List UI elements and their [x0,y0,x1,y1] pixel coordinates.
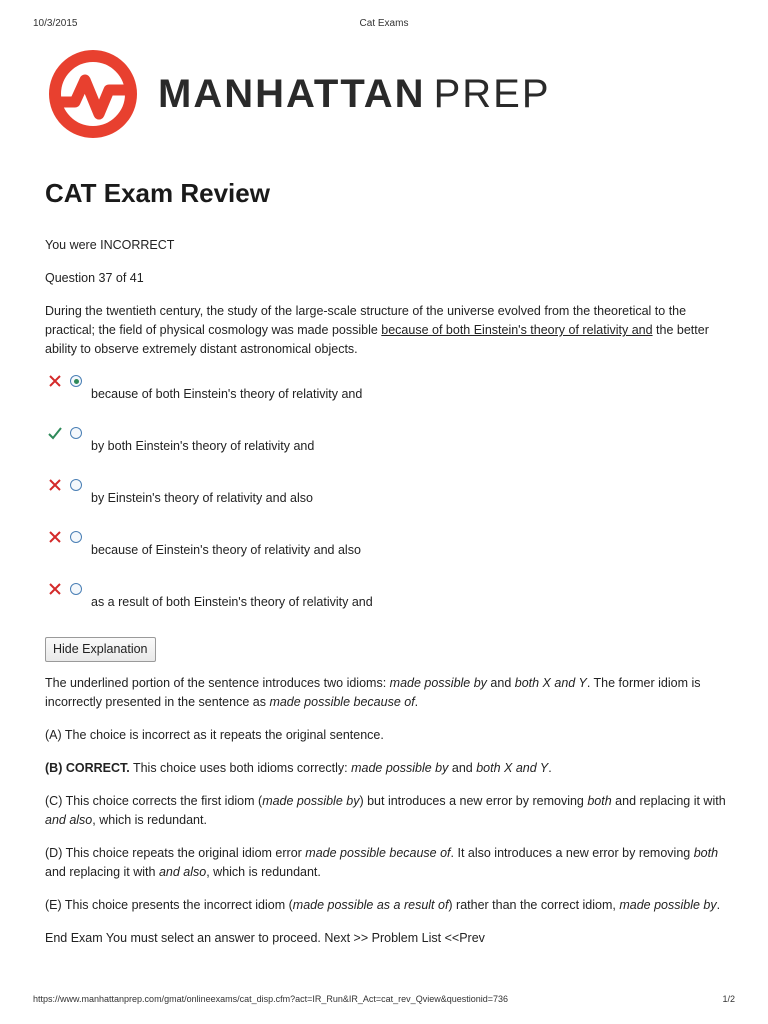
answer-choice-d[interactable] [45,529,735,581]
idiom: both X and Y [514,676,587,690]
explanation-e [45,896,735,915]
idiom: made possible by [619,898,717,912]
text-span: . [548,761,552,775]
text-span: (C) This choice corrects the first idiom ( [45,794,263,808]
answer-choices [45,373,735,633]
question-text [45,302,735,359]
idiom: made possible by [262,794,360,808]
print-date: 10/3/2015 [33,18,78,29]
page-number: 1/2 [722,994,735,1004]
page-url: https://www.manhattanprep.com/gmat/onlineexams/cat_disp.cfm?act=IR_Run&IR_Act=cat_rev_Qview&questionid=736 [33,994,509,1004]
text-span: . The former idiom is incorrectly presented in the sentence as [45,676,701,709]
answer-radio-b[interactable] [70,427,82,439]
question-after: the better ability to observe extremely distant astronomical objects. [45,323,709,356]
idiom: made possible as a result of [292,898,449,912]
logo-mark-icon [45,44,145,144]
brand-bold: MANHATTAN [158,72,426,116]
text-span: (D) This choice repeats the original idiom error [45,846,306,860]
x-icon [47,477,63,493]
explanation-c [45,792,735,830]
explanation-a: (A) The choice is incorrect as it repeats the original sentence. [45,728,384,742]
explanation-d [45,844,735,882]
answer-text-d: because of Einstein's theory of relativity and also [91,543,361,557]
answer-text-e: as a result of both Einstein's theory of relativity and [91,595,373,609]
idiom: made possible by [351,761,449,775]
idiom: made possible because of [269,695,415,709]
text-span: , which is redundant. [92,813,207,827]
answer-text-a: because of both Einstein's theory of relativity and [91,387,363,401]
x-icon [47,373,63,389]
text-span: . [716,898,721,912]
idiom: made possible by [389,676,487,690]
check-icon [47,425,63,441]
text-span: . It also introduces a new error by removing [450,846,694,860]
question-number: Question 37 of 41 [45,271,144,285]
text-span: ) but introduces a new error by removing [359,794,588,808]
next-link[interactable]: Next >> [324,931,369,945]
hide-explanation-button[interactable]: Hide Explanation [45,637,156,662]
answer-text-c: by Einstein's theory of relativity and also [91,491,313,505]
text-span: ) rather than the correct idiom, [448,898,620,912]
problem-list-link[interactable]: Problem List [371,931,442,945]
prev-link[interactable]: <<Prev [444,931,485,945]
text-span: , which is redundant. [206,865,321,879]
explanation-intro [45,674,735,712]
manhattan-prep-logo[interactable] [45,44,605,144]
print-title: Cat Exams [359,18,409,29]
brand-name [158,72,551,117]
answer-radio-a[interactable] [70,375,82,387]
review-content [45,236,735,962]
x-icon [47,529,63,545]
answer-choice-a[interactable] [45,373,735,425]
text-span: and replacing it with [45,865,159,879]
text-span: . [414,695,419,709]
text-span: This choice uses both idioms correctly: [129,761,352,775]
x-icon [47,581,63,597]
explanation-b [45,759,735,778]
page-title: CAT Exam Review [45,178,270,208]
text-span: The underlined portion of the sentence introduces two idioms: [45,676,390,690]
answer-text-b: by both Einstein's theory of relativity and [91,439,315,453]
answer-radio-d[interactable] [70,531,82,543]
bottom-nav [45,929,735,948]
proceed-message: You must select an answer to proceed. [105,931,321,945]
idiom: made possible because of [305,846,451,860]
end-exam-link[interactable]: End Exam [45,931,103,945]
correct-label: (B) CORRECT. [45,761,130,775]
question-before: During the twentieth century, the study of the large-scale structure of the universe evolved from the theoretical to the practical; the field of physical cosmology was made possible [45,304,687,337]
answer-choice-c[interactable] [45,477,735,529]
idiom: and also [45,813,93,827]
text-span: and [486,676,515,690]
text-span: and replacing it with [611,794,726,808]
answer-radio-c[interactable] [70,479,82,491]
result-status: You were INCORRECT [45,238,175,252]
brand-light: PREP [433,72,551,116]
idiom: both X and Y [476,761,549,775]
idiom: and also [158,865,207,879]
explanation [45,674,735,915]
answer-radio-e[interactable] [70,583,82,595]
text-span: (E) This choice presents the incorrect idiom ( [45,898,293,912]
answer-choice-e[interactable] [45,581,735,633]
idiom: both [693,846,719,860]
answer-choice-b[interactable] [45,425,735,477]
text-span: and [448,761,477,775]
question-underlined: because of both Einstein's theory of relativity and [381,323,653,337]
idiom: both [587,794,612,808]
